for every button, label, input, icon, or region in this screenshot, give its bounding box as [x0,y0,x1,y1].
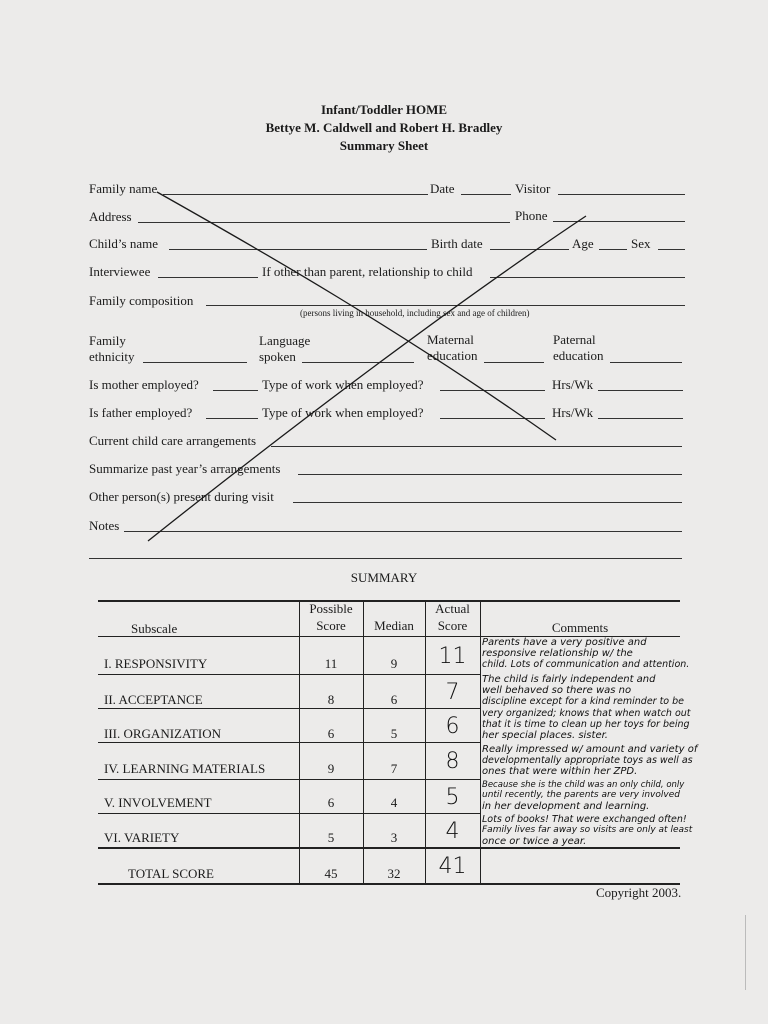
notes-label: Notes [89,518,120,533]
actual-score: 8 [445,749,460,774]
col-subscale: Subscale [131,621,178,636]
interviewee-label: Interviewee [89,264,151,279]
mother-work-type-label: Type of work when employed? [262,377,424,392]
actual-score: 5 [445,785,460,810]
actual-score: 11 [438,644,467,669]
family-label: Family [89,333,126,348]
form-subtitle: Summary Sheet [339,138,429,153]
comment: very organized; knows that when watch out [482,708,691,719]
father-employed-label: Is father employed? [89,405,193,420]
comment: Parents have a very positive and [482,637,647,648]
median-score: 7 [390,761,398,776]
comment: in her development and learning. [482,801,650,812]
child-care-label: Current child care arrangements [89,433,257,448]
comment: Lots of books! That were exchanged often! [482,814,687,825]
father-work-type-label: Type of work when employed? [262,405,424,420]
total-score-label: TOTAL SCORE [128,866,214,881]
possible-score: 6 [327,795,335,810]
col-possible-2: Score [316,618,346,633]
comment: Really impressed w/ amount and variety of [482,744,698,755]
col-actual-2: Score [437,618,468,633]
median-score: 9 [390,656,398,671]
relationship-label: If other than parent, relationship to child [262,264,473,279]
comment: Because she is the child was an only child, only [482,780,685,790]
composition-note: (persons living in household, including sex and age of children) [300,308,530,318]
ethnicity-label: ethnicity [89,349,135,364]
past-year-label: Summarize past year’s arrangements [89,461,281,476]
total-possible: 45 [324,866,338,881]
subscale-name: IV. LEARNING MATERIALS [104,761,266,776]
total-actual: 41 [438,854,467,879]
subscale-name: III. ORGANIZATION [104,726,221,741]
possible-score: 6 [327,726,335,741]
comment: ones that were within her ZPD. [482,766,638,777]
subscale-name: II. ACCEPTANCE [104,692,203,707]
subscale-name: V. INVOLVEMENT [104,795,212,810]
col-comments: Comments [551,620,609,635]
sex-label: Sex [631,236,651,251]
comment: child. Lots of communication and attention. [482,659,690,670]
possible-score: 5 [327,830,335,845]
comment: responsive relationship w/ the [482,648,633,659]
comment: discipline except for a kind reminder to be [482,696,685,707]
comment: her special places. sister. [482,730,608,741]
comment: until recently, the parents are very involved [482,790,680,800]
col-median: Median [374,618,414,633]
birth-date-label: Birth date [431,236,483,251]
total-median: 32 [387,866,401,881]
maternal-label: Maternal [427,332,474,347]
actual-score: 4 [445,819,460,844]
childs-name-label: Child’s name [89,236,158,251]
form-title: Infant/Toddler HOME [320,102,448,117]
spoken-label: spoken [259,349,296,364]
comment: well behaved so there was no [482,685,632,696]
comment: Family lives far away so visits are only at least [482,825,693,835]
age-label: Age [572,236,594,251]
mother-hrs-label: Hrs/Wk [552,377,594,392]
family-name-label: Family name [89,181,158,196]
possible-score: 9 [327,761,335,776]
possible-score: 8 [327,692,335,707]
comment: The child is fairly independent and [482,674,656,685]
language-label: Language [259,333,311,348]
comment: developmentally appropriate toys as well as [482,755,693,766]
date-label: Date [430,181,455,196]
family-composition-label: Family composition [89,293,194,308]
maternal-education-label: education [427,348,478,363]
copyright: Copyright 2003. [596,885,682,900]
median-score: 6 [390,692,398,707]
paternal-education-label: education [553,348,604,363]
mother-employed-label: Is mother employed? [89,377,199,392]
comment: once or twice a year. [482,836,587,847]
actual-score: 7 [445,680,460,705]
subscale-name: I. RESPONSIVITY [104,656,208,671]
median-score: 5 [390,726,398,741]
paternal-label: Paternal [553,332,596,347]
phone-label: Phone [515,208,548,223]
summary-heading: SUMMARY [350,570,418,585]
col-actual-1: Actual [435,601,470,616]
median-score: 3 [390,830,398,845]
form-authors: Bettye M. Caldwell and Robert H. Bradley [265,120,503,135]
father-hrs-label: Hrs/Wk [552,405,594,420]
col-possible-1: Possible [309,601,353,616]
other-persons-label: Other person(s) present during visit [89,489,274,504]
comment: that it is time to clean up her toys for being [482,719,690,730]
page-edge-mark [745,915,746,990]
address-label: Address [89,209,132,224]
possible-score: 11 [324,656,338,671]
median-score: 4 [390,795,398,810]
actual-score: 6 [445,714,460,739]
visitor-label: Visitor [515,181,551,196]
subscale-name: VI. VARIETY [104,830,180,845]
